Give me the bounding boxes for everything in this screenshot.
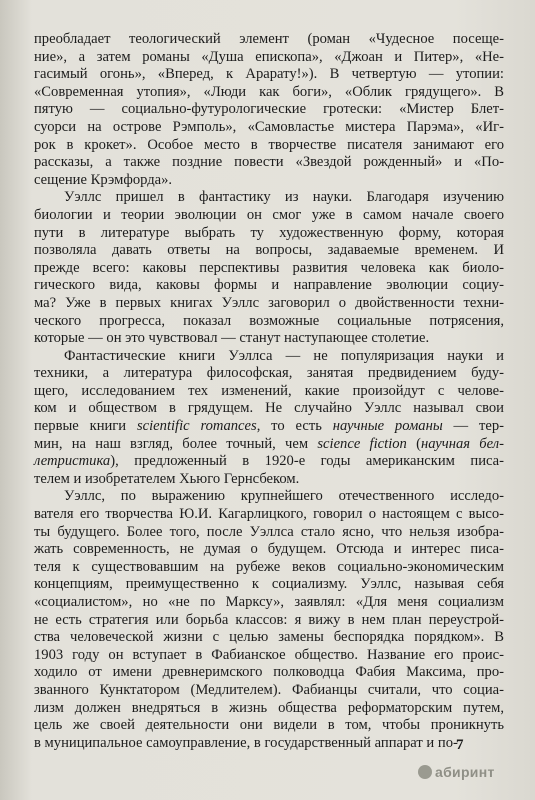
text-line: гического вида, каковы формы и направление эволюции социу-	[34, 277, 504, 294]
text-line: ческого прогресса, показал возможные социальные потрясения,	[34, 312, 504, 329]
page-number: 7	[456, 737, 464, 753]
text-line: 1903 году он вступает в Фабианское общество. Название его проис-	[34, 646, 504, 663]
text-line: первые книги scientific romances, то есть научные романы — тер-	[34, 418, 504, 435]
text-line: «социалистом», но «не по Марксу», заявлял: «Для меня социализм	[34, 594, 504, 610]
text-line: прежде всего: каковы перспективы развития человека как биоло-	[34, 259, 504, 276]
text-line: лизм должен внедряться в жизнь общества реформаторским путем,	[34, 699, 504, 716]
text-line: позволяла давать ответы на вопросы, задаваемые временем. И	[34, 242, 504, 259]
paragraph	[34, 189, 504, 347]
text-line: гасимый огонь», «Вперед, к Арарату!»). В четвертую — утопии:	[34, 66, 504, 83]
watermark-text: абиринт	[435, 764, 495, 780]
text-line: в муниципальное самоуправление, в государственный аппарат и по-	[34, 734, 458, 751]
text-line: рассказы, а также поздние повести «Звездой рожденный» и «По-	[34, 154, 504, 171]
text-line: «Современная утопия», «Люди как боги», «Облик грядущего». В	[34, 83, 504, 100]
text-line: летристика), предложенный в 1920-е годы американским писа-	[34, 453, 504, 470]
text-line: Фантастические книги Уэллса — не популяризация науки и	[64, 347, 504, 364]
text-line: техники, а литература философская, занятая предвидением буду-	[34, 365, 504, 382]
text-line: щего, исследованием тех изменений, какие произойдут с челове-	[34, 382, 504, 399]
text-line: ком и обществом в грядущем. Не случайно Уэллс называл свои	[34, 400, 504, 417]
text-line: преобладает теологический элемент (роман «Чудесное посеще-	[34, 31, 504, 47]
text-line: цель же своей деятельности они видели в том, чтобы проникнуть	[34, 717, 504, 734]
text-line: телем и изобретателем Хьюго Гернсбеком.	[34, 470, 300, 487]
text-line: не есть стратегия или борьба классов: я вижу в нем план переустрой-	[34, 611, 504, 628]
body-text	[34, 31, 504, 752]
text-line: ства человеческой жизни с целью замены беспорядка порядком». В	[34, 629, 504, 646]
text-line: суорси на острове Рэмполь», «Самовластье мистера Парэма», «Иг-	[34, 118, 504, 135]
text-line: которые — он это чувствовал — станут наступающее столетие.	[34, 330, 430, 347]
text-line: вателя его творчества Ю.И. Кагарлицкого, говорил о настоящем с высо-	[34, 506, 504, 523]
text-line: Уэллс, по выражению крупнейшего отечественного исследо-	[64, 488, 504, 505]
text-line: жать современность, не думая о будущем. Отсюда и интерес писа-	[34, 541, 504, 558]
text-line: ние», а затем романы «Душа епископа», «Джоан и Питер», «Не-	[34, 48, 504, 65]
text-line: теля к существовавшим на рубеже веков социально-экономическим	[34, 558, 504, 575]
text-line: званного Кунктатором (Медлителем). Фабианцы считали, что социа-	[34, 681, 504, 698]
text-line: биологии и теории эволюции он смог уже в самом начале своего	[34, 206, 504, 223]
text-line: сещение Крэмфорда».	[34, 171, 173, 188]
text-line: рок в крокет». Особое место в творчестве писателя занимают его	[34, 136, 504, 153]
text-line: мин, на наш взгляд, более точный, чем science fiction (научная бел-	[34, 435, 504, 452]
paragraph	[34, 488, 504, 752]
text-line: ты будущего. Более того, после Уэллса стало ясно, что нельзя изобра-	[34, 523, 504, 540]
watermark-logo	[418, 764, 495, 780]
text-line: пятую — социально-футурологические гротески: «Мистер Блет-	[34, 101, 504, 118]
text-line: пути в литературе выбрать ту художественную форму, которая	[34, 224, 504, 241]
paragraph	[34, 348, 504, 489]
text-line: концепциям, преимущественно к социализму. Уэллс, называя себя	[34, 576, 504, 593]
text-line: Уэллс пришел в фантастику из науки. Благодаря изучению	[64, 189, 504, 206]
text-line: ходило от имени древнеримского полководца Фабия Максима, про-	[34, 664, 504, 681]
labyrinth-logo-icon	[418, 765, 432, 779]
text-line: ма? Уже в первых книгах Уэллс заговорил о двойственности техни-	[34, 294, 504, 311]
paragraph	[34, 31, 504, 189]
